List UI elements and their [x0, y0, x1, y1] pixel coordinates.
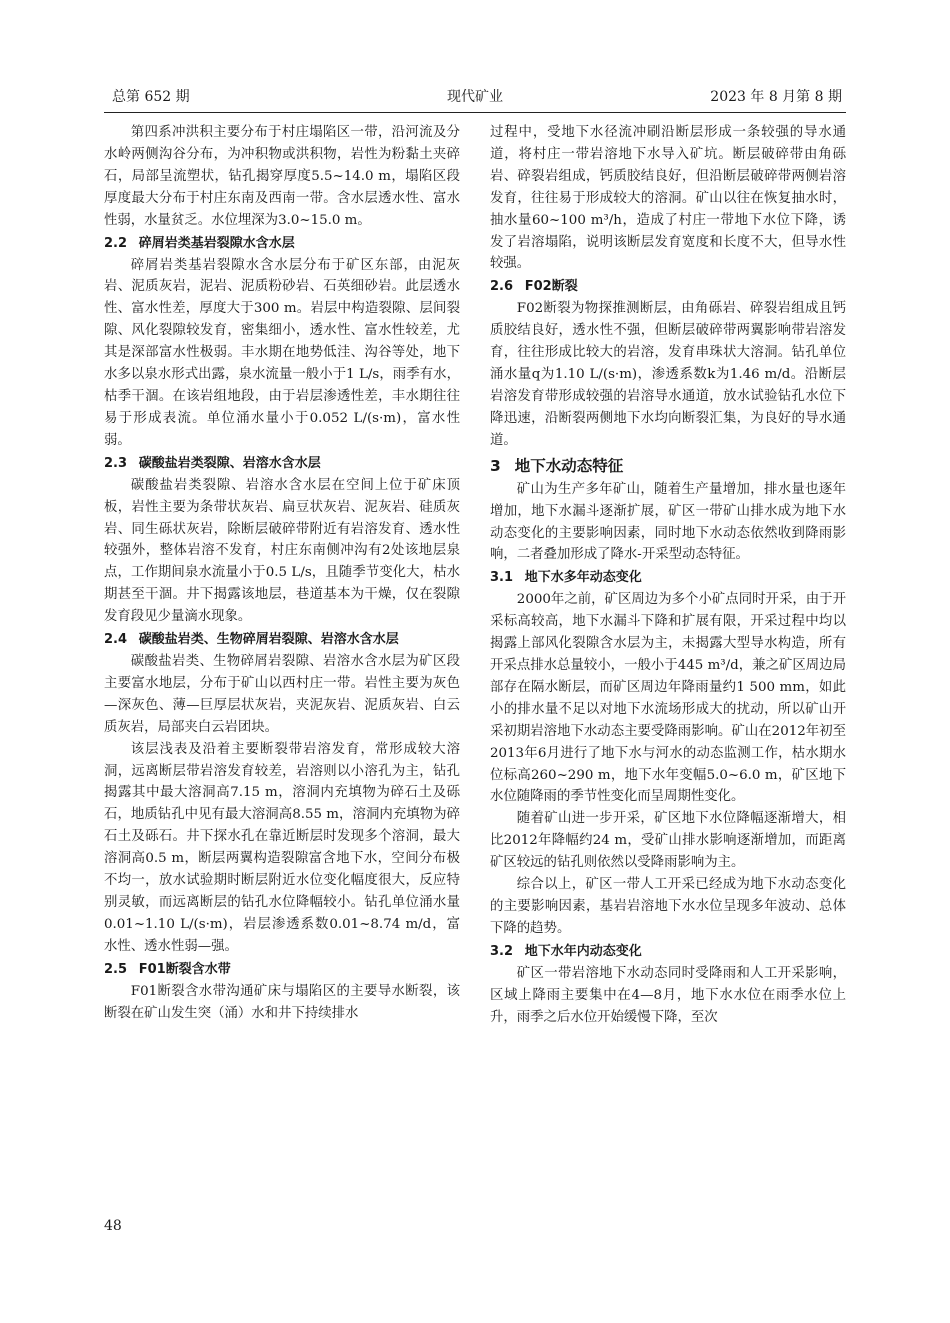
section-number: 3	[490, 456, 501, 475]
section-title: F02断裂	[524, 279, 578, 295]
paragraph: 矿区一带岩溶地下水动态同时受降雨和人工开采影响，区域上降雨主要集中在4—8月，地下水水位在雨季水位上升，雨季之后水位开始缓慢下降，至次	[490, 965, 846, 1025]
left-column	[104, 122, 460, 1025]
section-heading-2-4	[104, 629, 460, 651]
section-heading-2-5	[104, 959, 460, 981]
section-title: F01断裂含水带	[138, 961, 231, 977]
paragraph: F01断裂含水带沟通矿床与塌陷区的主要导水断裂，该断裂在矿山发生突（涌）水和井下持续排水	[104, 983, 460, 1021]
issue-date: 2023 年 8 月第 8 期	[710, 89, 842, 105]
paragraph: F02断裂为物探推测断层，由角砾岩、碎裂岩组成且钙质胶结良好，透水性不强，但断层破碎带两翼影响带岩溶发育，往往形成比较大的岩溶，发育串珠状大溶洞。钻孔单位涌水量q为1.10 L/(s·m)，渗透系数k为1.46 m/d。沿断层岩溶发育带形成较强的岩溶导水通道，放水试验钻孔水位下降迅速，沿断裂两侧地下水均向断裂汇集，为良好的导水通道。	[490, 301, 846, 448]
section-heading-2-6	[490, 276, 846, 298]
right-column	[490, 122, 846, 1029]
paragraph-continued: 过程中，受地下水径流冲刷沿断层形成一条较强的导水通道，将村庄一带岩溶地下水导入矿坑。断层破碎带由角砾岩、碎裂岩组成，钙质胶结良好，但沿断层破碎带两侧岩溶发育，往往易于形成较大的溶洞。矿山以往在恢复抽水时，抽水量60~100 m³/h，造成了村庄一带地下水位下降，诱发了岩溶塌陷，说明该断层发育宽度和长度不大，但导水性较强。	[490, 125, 846, 272]
section-title: 碳酸盐岩类、生物碎屑岩裂隙、岩溶水含水层	[138, 632, 399, 648]
paragraph: 碎屑岩类基岩裂隙水含水层分布于矿区东部，由泥灰岩、泥质灰岩，泥岩、泥质粉砂岩、石英细砂岩。此层透水性、富水性差，厚度大于300 m。岩层中构造裂隙、层间裂隙、风化裂隙较发育，密集细小，透水性、富水性较差，尤其是深部富水性极弱。丰水期在地势低洼、沟谷等处，地下水多以泉水形式出露，泉水流量一般小于1 L/s，雨季有水，枯季干涸。在该岩组地段，由于岩层渗透性差，丰水期往往易于形成表流。单位涌水量小于0.052 L/(s·m)，富水性弱。	[104, 257, 460, 448]
section-heading-2-3	[104, 453, 460, 475]
section-title: 碳酸盐岩类裂隙、岩溶水含水层	[138, 455, 321, 471]
paragraph: 第四系冲洪积主要分布于村庄塌陷区一带，沿河流及分水岭两侧沟谷分布，为冲积物或洪积物，岩性为粉黏土夹碎石，局部呈流塑状，钻孔揭穿厚度5.5~14.0 m，塌陷区段厚度最大分布于村庄东南及西南一带。含水层透水性、富水性弱，水量贫乏。水位埋深为3.0~15.0 m。	[104, 125, 460, 228]
section-number: 2.3	[104, 455, 128, 471]
section-number: 2.4	[104, 632, 128, 648]
section-title: 地下水动态特征	[514, 456, 624, 475]
paragraph: 碳酸盐岩类、生物碎屑岩裂隙、岩溶水含水层为矿区段主要富水地层，分布于矿山以西村庄一带。岩性主要为灰色—深灰色、薄—巨厚层状灰岩，夹泥灰岩、泥质灰岩、白云质灰岩，局部夹白云岩团块。	[104, 654, 460, 735]
section-title: 地下水多年动态变化	[524, 570, 642, 586]
page-number: 48	[104, 1218, 122, 1234]
header-rule	[104, 112, 846, 113]
section-number: 2.6	[490, 279, 514, 295]
section-title: 碎屑岩类基岩裂隙水含水层	[138, 235, 295, 251]
paragraph: 随着矿山进一步开采，矿区地下水位降幅逐渐增大，相比2012年降幅约24 m，受矿山排水影响逐渐增加，而距离矿区较远的钻孔则依然以受降雨影响为主。	[490, 811, 846, 871]
paragraph: 综合以上，矿区一带人工开采已经成为地下水动态变化的主要影响因素，基岩岩溶地下水水位呈现多年波动、总体下降的趋势。	[490, 877, 846, 936]
section-number: 3.1	[490, 570, 514, 586]
section-number: 2.2	[104, 235, 128, 251]
issue-number: 总第 652 期	[112, 89, 190, 105]
section-heading-3-1	[490, 567, 846, 589]
paragraph: 该层浅表及沿着主要断裂带岩溶发育，常形成较大溶洞，远离断层带岩溶发育较差，岩溶则以小溶孔为主，钻孔揭露其中最大溶洞高7.15 m，溶洞内充填物为碎石土及砾石，地质钻孔中见有最大溶洞高8.55 m，溶洞内充填物为碎石土及砾石。井下探水孔在靠近断层时发现多个溶洞，最大溶洞高0.5 m，断层两翼构造裂隙富含地下水，空间分布极不均一，放水试验期时断层附近水位变化幅度很大，反应特别灵敏，而远离断层的钻孔水位降幅较小。钻孔单位涌水量0.01~1.10 L/(s·m)，岩层渗透系数0.01~8.74 m/d，富水性、透水性弱—强。	[104, 741, 460, 954]
paragraph: 矿山为生产多年矿山，随着生产量增加，排水量也逐年增加，地下水漏斗逐渐扩展，矿区一带矿山排水成为地下水动态变化的主要影响因素，同时地下水动态依然收到降雨影响，二者叠加形成了降水-开采型动态特征。	[490, 481, 846, 563]
section-heading-2-2	[104, 233, 460, 255]
section-title: 地下水年内动态变化	[524, 943, 642, 959]
section-heading-3	[490, 454, 846, 478]
section-heading-3-2	[490, 941, 846, 963]
paragraph: 碳酸盐岩类裂隙、岩溶水含水层在空间上位于矿床顶板，岩性主要为条带状灰岩、扁豆状灰岩、泥灰岩、硅质灰岩、同生砾状灰岩，除断层破碎带附近有岩溶发育、透水性较强外，整体岩溶不发育，村庄东南侧冲沟有2处该地层泉点，工作期间泉水流量小于0.5 L/s，且随季节变化大，枯水期甚至干涸。井下揭露该地层，巷道基本为干燥，仅在裂隙发育段见少量滴水现象。	[104, 477, 460, 625]
section-number: 2.5	[104, 961, 128, 977]
running-header	[104, 86, 846, 108]
paragraph: 2000年之前，矿区周边为多个小矿点同时开采，由于开采标高较高，地下水漏斗下降和扩展有限，开采过程中均以揭露上部风化裂隙含水层为主，未揭露大型导水构造，所有开采点排水总量较小，一般小于445 m³/d，兼之矿区周边局部存在隔水断层，而矿区周边年降雨量约1 500 mm，如此小的排水量不足以对地下水流场形成大的扰动，所以矿山开采初期岩溶地下水动态主要受降雨影响。矿山在2012年初至2013年6月进行了地下水与河水的动态监测工作，枯水期水位标高260~290 m，地下水年变幅5.0~6.0 m，矿区地下水位随降雨的季节性变化而呈周期性变化。	[490, 592, 846, 805]
journal-name: 现代矿业	[447, 89, 503, 105]
section-number: 3.2	[490, 943, 514, 959]
